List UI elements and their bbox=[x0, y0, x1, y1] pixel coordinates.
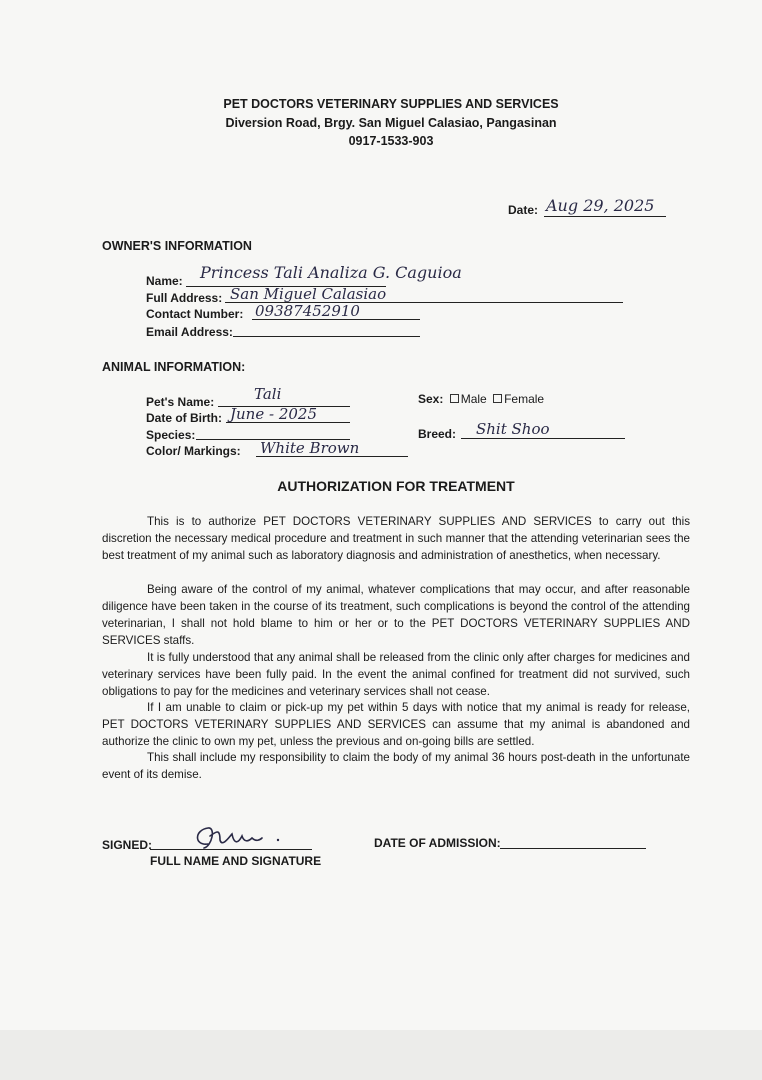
pet-name-label: Pet's Name: bbox=[146, 395, 215, 409]
sex-field bbox=[418, 392, 544, 406]
dob-label: Date of Birth: bbox=[146, 411, 222, 425]
email-line bbox=[233, 336, 420, 337]
paragraph-1: This is to authorize PET DOCTORS VETERINARY SUPPLIES AND SERVICES to carry out this discretion the necessary medical procedure and treatment in such manner that the attending veterinarian sees the best treatment of my animal such as laboratory diagnosis and administration of anesthetics, when necessary. bbox=[102, 515, 690, 562]
color-value: White Brown bbox=[260, 439, 360, 457]
owner-address-value: San Miguel Calasiao bbox=[230, 285, 387, 303]
company-phone: 0917-1533-903 bbox=[348, 134, 434, 148]
authorization-title: AUTHORIZATION FOR TREATMENT bbox=[277, 478, 515, 494]
company-address: Diversion Road, Brgy. San Miguel Calasiao, Pangasinan bbox=[225, 116, 557, 130]
date-label: Date: bbox=[508, 203, 539, 217]
signature-caption: FULL NAME AND SIGNATURE bbox=[150, 854, 322, 868]
breed-line bbox=[461, 438, 625, 439]
pet-name-value: Tali bbox=[254, 385, 282, 403]
paragraph-5: This shall include my responsibility to claim the body of my animal 36 hours post-death in the unfortunate event of its demise. bbox=[102, 751, 690, 781]
date-value: Aug 29, 2025 bbox=[546, 196, 655, 215]
color-label: Color/ Markings: bbox=[146, 444, 241, 458]
contact-label: Contact Number: bbox=[146, 307, 244, 321]
name-label: Name: bbox=[146, 274, 183, 288]
paragraph-3: It is fully understood that any animal shall be released from the clinic only after charges for medicines and veterinary services have been fully paid. In the event the animal confined for treatment did not survived, such obligations to pay for the medicines and veterinary services shall not cease. bbox=[102, 651, 690, 698]
breed-value: Shit Shoo bbox=[476, 420, 550, 438]
signed-label: SIGNED: bbox=[102, 838, 153, 852]
sex-male-option: Male bbox=[460, 392, 487, 406]
species-label: Species: bbox=[146, 428, 196, 442]
paragraph-2: Being aware of the control of my animal, whatever complications that may occur, and after reasonable diligence have been taken in the course of its treatment, such complications is beyond the control of the attending veterinarian, I shall not hold blame to him or her or to the PET DOCTORS VETERINARY SUPPLIES AND SERVICES staffs. bbox=[102, 583, 690, 647]
scan-bottom-edge bbox=[0, 1030, 762, 1080]
date-line bbox=[544, 216, 666, 217]
email-label: Email Address: bbox=[146, 325, 233, 339]
breed-label: Breed: bbox=[418, 427, 457, 441]
paragraph-4: If I am unable to claim or pick-up my pet within 5 days with notice that my animal is ready for release, PET DOCTORS VETERINARY SUPPLIES AND SERVICES can assume that my animal is abandoned and authorize the clinic to own my pet, unless the previous and on-going bills are settled. bbox=[102, 701, 690, 748]
owner-contact-value: 09387452910 bbox=[255, 302, 360, 320]
address-label: Full Address: bbox=[146, 291, 223, 305]
dob-value: June - 2025 bbox=[230, 405, 317, 423]
admission-line bbox=[500, 848, 646, 849]
signature-mark bbox=[190, 822, 290, 858]
admission-label: DATE OF ADMISSION: bbox=[374, 836, 501, 850]
sex-male-checkbox[interactable] bbox=[450, 394, 459, 403]
sex-female-option: Female bbox=[504, 392, 545, 406]
sex-label: Sex: bbox=[418, 392, 444, 406]
owner-heading: OWNER'S INFORMATION bbox=[102, 239, 252, 253]
animal-heading: ANIMAL INFORMATION: bbox=[102, 360, 246, 374]
company-name: PET DOCTORS VETERINARY SUPPLIES AND SERVICES bbox=[223, 97, 559, 111]
sex-female-checkbox[interactable] bbox=[493, 394, 502, 403]
owner-name-value: Princess Tali Analiza G. Caguioa bbox=[200, 263, 462, 282]
